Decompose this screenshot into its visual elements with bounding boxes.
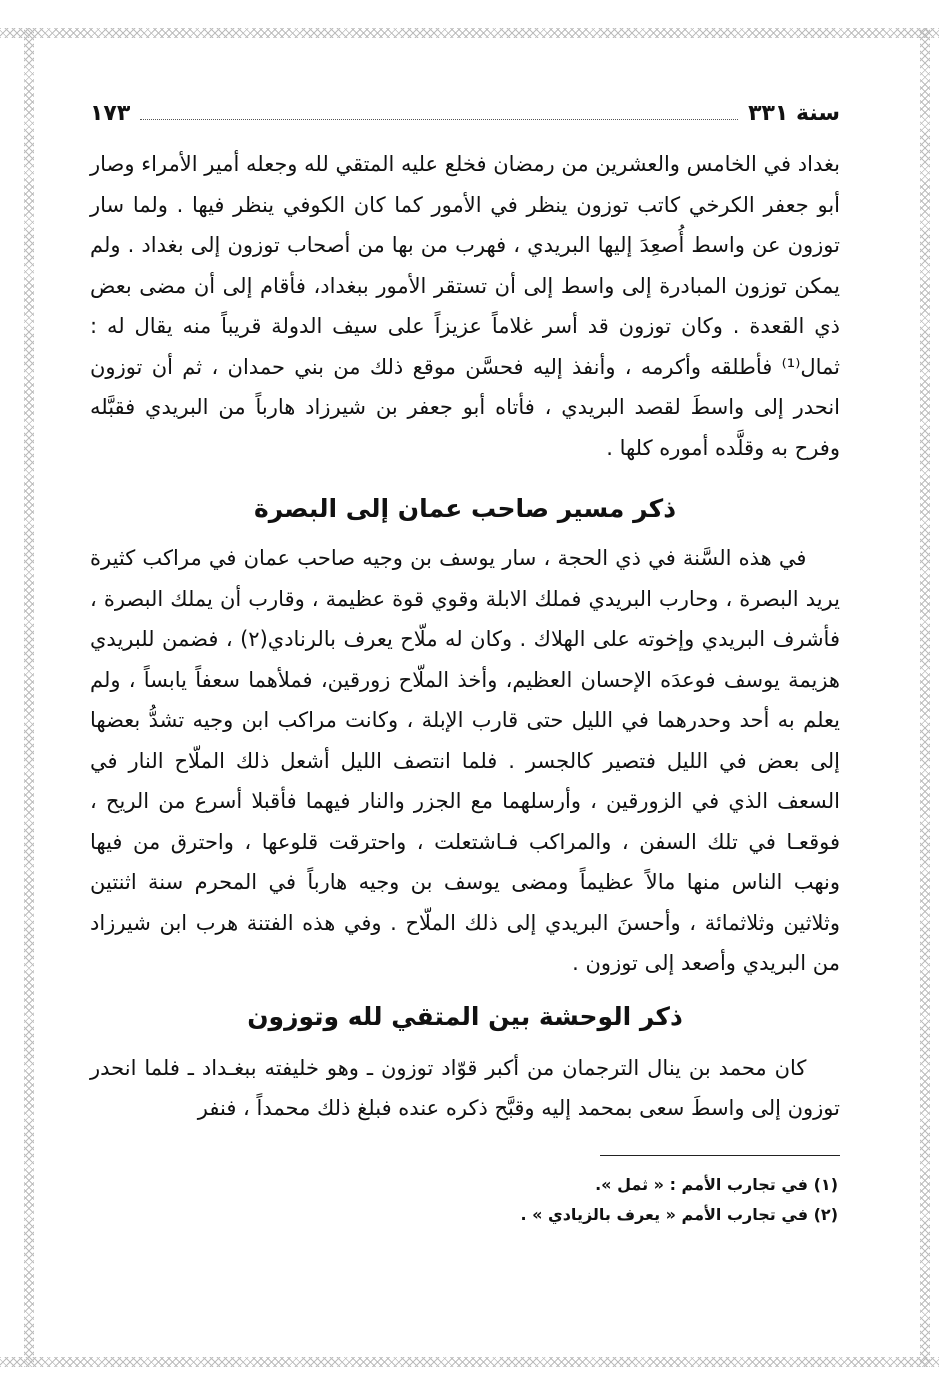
book-page bbox=[90, 96, 840, 1230]
footnote-1: (١) في تجارب الأمم : « ثمل ». bbox=[595, 1174, 838, 1194]
page-number: ١٧٣ bbox=[90, 101, 131, 126]
decorative-border-top bbox=[0, 28, 939, 38]
header-dotted-leader bbox=[140, 119, 738, 120]
section-heading-oman: ذكر مسير صاحب عمان إلى البصرة bbox=[253, 494, 677, 523]
decorative-border-bottom bbox=[0, 1357, 939, 1367]
decorative-border-left bbox=[24, 28, 34, 1367]
paragraph-continuation: بغداد في الخامس والعشرين من رمضان فخلع عليه المتقي لله وجعله أمير الأمراء وصار أبو جعفر الكرخي كاتب توزون ينظر في الأمور كما كان الكوفي ينظر فيها . ولما سار توزون عن واسط أُصعِدَ إليها البريدي ، فهرب من بها من أصحاب توزون إلى بغداد . ولم يمكن توزون المبادرة إلى واسط إلى أن تستقر الأمور ببغداد، فأقام إلى أن مضى بعض ذي القعدة . وكان توزون قد أسر غلاماً عزيزاً على سيف الدولة قريباً منه يقال له : ثمال⁽¹⁾ فأطلقه وأكرمه ، وأنفذ إليه فحسَّن موقع ذلك من بني حمدان ، ثم أن توزون انحدر إلى واسطَ لقصد البريدي ، فأتاه أبو جعفر بن شيرزاد هارباً من البريدي فقبَّله وفرح به وقلَّده أموره كلها . bbox=[90, 152, 840, 460]
section-heading-estrangement: ذكر الوحشة بين المتقي لله وتوزون bbox=[247, 1001, 683, 1031]
paragraph-estrangement: كان محمد بن ينال الترجمان من أكبر قوّاد توزون ـ وهو خليفته ببغـداد ـ فلما انحدر توزون إلى واسطَ سعى بمحمد إليه وقبَّح ذكره عنده فبلغ ذلك محمداً ، فنفر bbox=[90, 1055, 840, 1120]
header-year: سنة ٣٣١ bbox=[748, 101, 840, 126]
decorative-border-right bbox=[920, 28, 930, 1367]
footnote-separator bbox=[600, 1155, 840, 1156]
footnote-2: (٢) في تجارب الأمم « يعرف بالزيادي » . bbox=[520, 1204, 838, 1224]
running-header bbox=[90, 96, 840, 126]
footnotes bbox=[90, 1170, 840, 1230]
paragraph-oman: في هذه السَّنة في ذي الحجة ، سار يوسف بن وجيه صاحب عمان في مراكب كثيرة يريد البصرة ، وحارب البريدي فملك الابلة وقوي قوة عظيمة ، وقارب أن يملك البصرة ، فأشرف البريدي وإخوته على الهلاك . وكان له ملّاح يعرف بالرنادي(٢) ، فضمن للبريدي هزيمة يوسف فوعدَه الإحسان العظيم، وأخذ الملّاح زورقين، فملأهما سعفاً يابساً ، ولم يعلم به أحد وحدرهما في الليل حتى قارب الإبلة ، وكانت مراكب ابن وجيه تشدُّ بعضها إلى بعض في الليل فتصير كالجسر . فلما انتصف الليل أشعل ذلك الملّاح النار في السعف الذي في الزورقين ، وأرسلهما مع الجزر والنار فيهما فأقبلا أسرع من الريح ، فوقعـا في تلك السفن ، والمراكب فـاشتعلت ، واحترقت قلوعها ، واحترق من فيها ونهب الناس منها مالاً عظيماً ومضى يوسف بن وجيه هارباً في المحرم سنة اثنتين وثلاثين وثلاثمائة ، وأحسنَ البريدي إلى ذلك الملّاح . وفي هذه الفتنة هرب ابن شيرزاد من البريدي وأصعد إلى توزون . bbox=[90, 546, 840, 975]
